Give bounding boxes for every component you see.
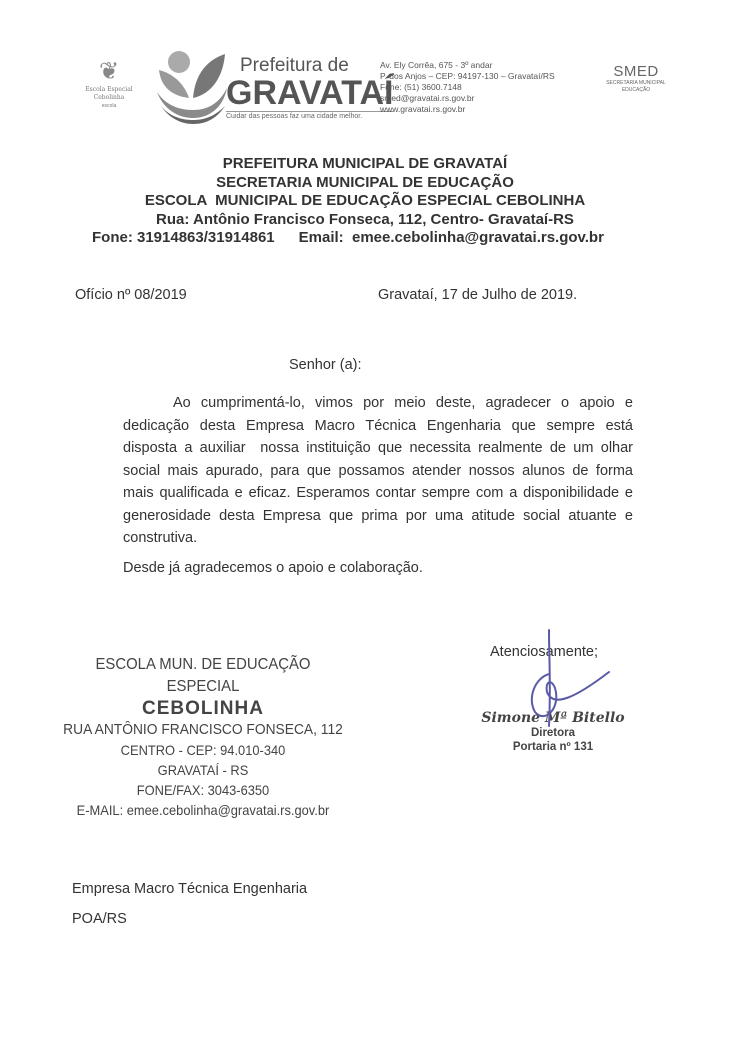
address-line: Av. Ely Corrêa, 675 - 3º andar [380, 60, 493, 70]
smed-logo [600, 64, 672, 94]
title-line: Rua: Antônio Francisco Fonseca, 112, Centro- Gravataí-RS [156, 210, 574, 228]
title-line: ESCOLA MUNICIPAL DE EDUCAÇÃO ESPECIAL CEBOLINHA [144, 192, 586, 209]
stamp-line: E-MAIL: emee.cebolinha@gravatai.rs.gov.br [76, 802, 330, 818]
address-line: Fone: (51) 3600.7148 [380, 82, 462, 92]
address-line: smed@gravatai.rs.gov.br [380, 93, 475, 103]
oficio-number: Ofício nº 08/2019 [75, 287, 187, 303]
smed-line2: EDUCAÇÃO [621, 87, 651, 93]
contact-row [92, 229, 604, 246]
leaf-person-icon [155, 48, 230, 126]
body-paragraph: Ao cumprimentá-lo, vimos por meio deste, agradecer o apoio e dedicação desta Empresa Macro Técnica Engenharia que sempre está disposta a auxiliar nossa instituição que necessita realmente de um olhar social mais apurado, para que possamos atender nossos alunos de forma mais qualificada e eficaz. Esperamos contar sempre com a disponibilidade e generosidade desta Empresa que prima por uma atitude social atuante e construtiva. [123, 395, 638, 546]
smed-title: SMED [613, 63, 659, 80]
signer-name: Simone Mª Bitello [481, 710, 625, 726]
header-address [380, 60, 555, 115]
school-logo-sub: escola [101, 103, 117, 109]
address-line: www.gravatai.rs.gov.br [380, 104, 466, 114]
address-line: P. dos Anjos – CEP: 94197-130 – Gravataí/RS [380, 71, 555, 81]
recipient-company: Empresa Macro Técnica Engenharia [72, 881, 308, 897]
email-text: Email: emee.cebolinha@gravatai.rs.gov.br [298, 229, 604, 246]
closing-text: Desde já agradecemos o apoio e colaboração. [123, 560, 423, 576]
prefeitura-line2: GRAVATAÍ [226, 74, 394, 112]
smed-line1: SECRETARIA MUNICIPAL [606, 80, 666, 86]
title-block [0, 155, 730, 229]
title-line: PREFEITURA MUNICIPAL DE GRAVATAÍ [222, 155, 508, 172]
stamp-line: CEBOLINHA [142, 698, 264, 719]
school-logo [78, 58, 140, 110]
stamp-line: GRAVATAÍ - RS [157, 762, 249, 778]
school-emblem-icon: ❦ [98, 58, 120, 85]
stamp-line: RUA ANTÔNIO FRANCISCO FONSECA, 112 [63, 721, 343, 738]
prefeitura-line1: Prefeitura de [240, 55, 349, 76]
regards-text: Atenciosamente; [490, 644, 599, 660]
handwritten-signature-icon [505, 628, 615, 728]
letter-date: Gravataí, 17 de Julho de 2019. [378, 287, 578, 303]
letter-body [123, 392, 638, 550]
title-line: SECRETARIA MUNICIPAL DE EDUCAÇÃO [216, 173, 514, 191]
signer-portaria: Portaria nº 131 [512, 741, 594, 753]
prefeitura-logo-text [226, 56, 393, 120]
stamp-line: ESCOLA MUN. DE EDUCAÇÃO ESPECIAL [95, 656, 311, 695]
phone-text: Fone: 31914863/31914861 [92, 229, 275, 246]
school-logo-name: Escola Especial Cebolinha [85, 86, 133, 101]
school-stamp [48, 654, 358, 820]
prefeitura-tagline: Cuidar das pessoas faz uma cidade melhor. [226, 111, 393, 120]
salutation: Senhor (a): [289, 357, 362, 373]
recipient-block [72, 874, 307, 934]
stamp-line: CENTRO - CEP: 94.010-340 [120, 742, 286, 758]
recipient-city: POA/RS [72, 911, 127, 927]
stamp-line: FONE/FAX: 3043-6350 [136, 782, 270, 798]
signer-role: Diretora [530, 727, 576, 739]
